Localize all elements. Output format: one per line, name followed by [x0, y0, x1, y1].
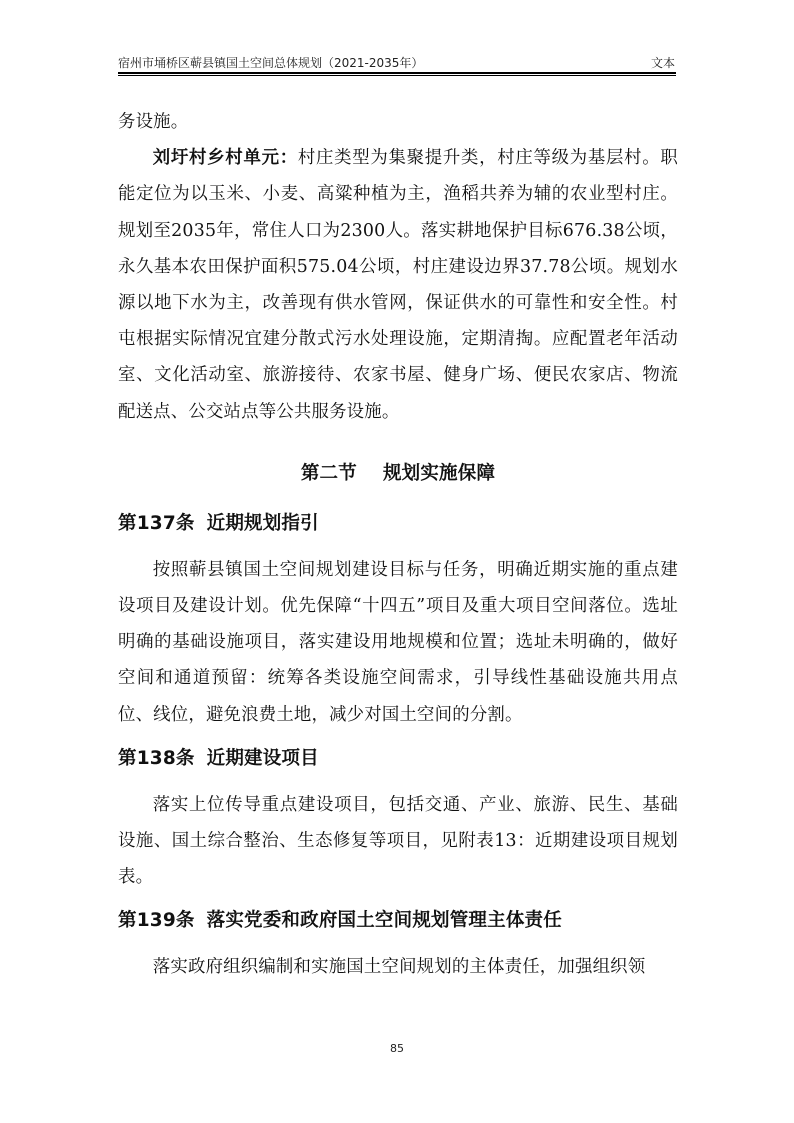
article-139-text: 落实政府组织编制和实施国土空间规划的主体责任，加强组织领 [152, 957, 646, 978]
village-unit-lead: 刘圩村乡村单元： [152, 148, 298, 169]
article-138-text: 落实上位传导重点建设项目，包括交通、产业、旅游、民生、基础设施、国土综合整治、生态修复等项目，见附表13：近期建设项目规划表。 [118, 794, 678, 888]
article-139-heading [118, 903, 678, 939]
header-title: 宿州市埇桥区蕲县镇国土空间总体规划（2021-2035年） [118, 56, 424, 70]
section-name: 规划实施保障 [382, 462, 496, 484]
article-139-name: 落实党委和政府国土空间规划管理主体责任 [206, 910, 562, 932]
article-138-number: 第138条 [118, 747, 195, 769]
section-heading [118, 456, 678, 492]
village-unit-text: 村庄类型为集聚提升类，村庄等级为基层村。职能定位为以玉米、小麦、高粱种植为主，渔稻共养为辅的农业型村庄。规划至2035年，常住人口为2300人。落实耕地保护目标676.38公顷，永久基本农田保护面积575.04公顷，村庄建设边界37.78公顷。规划水源以地下水为主，改善现有供水管网，保证供水的可靠性和安全性。村屯根据实际情况宜建分散式污水处理设施，定期清掏。应配置老年活动室、文化活动室、旅游接待、农家书屋、健身广场、便民农家店、物流配送点、公交站点等公共服务设施。 [118, 148, 678, 422]
article-139-number: 第139条 [118, 910, 195, 932]
article-137-name: 近期规划指引 [206, 512, 319, 534]
page-number: 85 [390, 1042, 404, 1055]
article-137-heading [118, 506, 678, 542]
section-number: 第二节 [300, 462, 357, 484]
article-138-name: 近期建设项目 [206, 747, 319, 769]
paragraph-village-unit [118, 140, 678, 430]
article-137-number: 第137条 [118, 512, 195, 534]
header-doc-type: 文本 [650, 56, 675, 70]
paragraph-continuation: 务设施。 [118, 112, 189, 132]
header-rule [118, 72, 676, 74]
page-content [118, 104, 678, 986]
article-138-heading [118, 741, 678, 777]
page-header [118, 52, 675, 74]
article-137-text: 按照蕲县镇国土空间规划建设目标与任务，明确近期实施的重点建设项目及建设计划。优先保障“十四五”项目及重大项目空间落位。选址明确的基础设施项目，落实建设用地规模和位置；选址未明确的，做好空间和通道预留：统筹各类设施空间需求，引导线性基础设施共用点位、线位，避免浪费土地，减少对国土空间的分割。 [118, 559, 678, 725]
header-rule-thin [118, 75, 676, 76]
